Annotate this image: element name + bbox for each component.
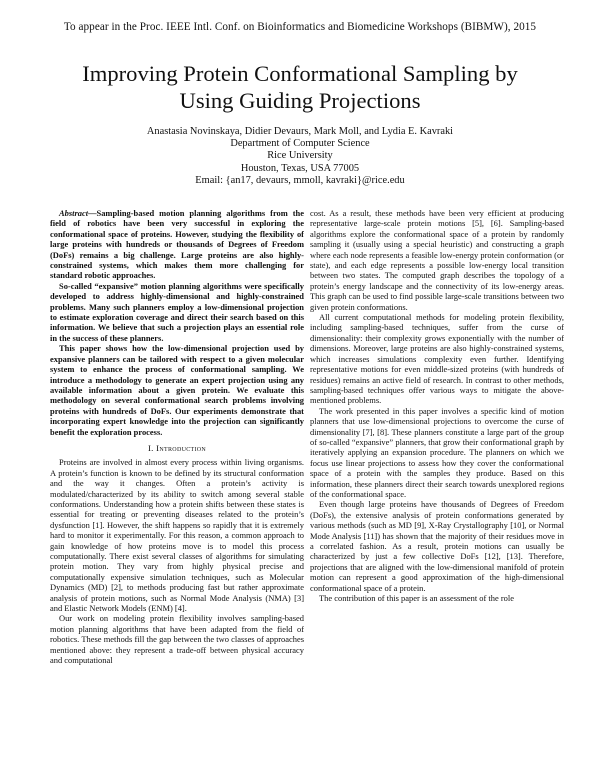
abstract-paragraph: [50, 208, 304, 281]
body-paragraph: cost. As a result, these methods have been very efficient at producing representative large-scale protein motions [5], [6]. Sampling-based algorithms explore the conformational space of a protein by randomly sampling it (usually using a special heuristic) and constructing a graph where each node represents a feasible low-energy protein conformation (or state), and each edge represents a possible low-energy local transition between two states. The computed graph describes the topology of a protein’s energy landscape and the connectivity of its low-energy areas. This graph can be used to find possible large-scale transitions between two given protein conformations.: [310, 208, 564, 312]
paper-title: [30, 60, 570, 114]
right-column: [310, 208, 564, 768]
abstract-paragraph: This paper shows how the low-dimensional projection used by expansive planners can be tailored with respect to a given molecular system to enhance the process of conformational sampling. We introduce a methodology to generate an expert projection using any available information about a given protein. We evaluate this methodology on several conformational search problems involving proteins with hundreds of DoFs. Our experiments demonstrate that incorporating expert knowledge into the projection can significantly benefit the exploration process.: [50, 343, 304, 437]
section-heading: I. Introduction: [147, 442, 207, 453]
body-paragraph: The contribution of this paper is an assessment of the role: [319, 593, 514, 604]
author-email: Email: {an17, devaurs, mmoll, kavraki}@rice.edu: [195, 174, 405, 186]
body-paragraph: All current computational methods for modeling protein flexibility, including sampling-based techniques, suffer from the curse of dimensionality: their complexity grows exponentially with the number of dimensions. Moreover, large proteins are also highly-constrained systems, which increases simulations complexity even further. Identifying representative motions for even middle-sized proteins (with hundreds of residues) remains an active field of research. In contrast to other methods, sampling-based techniques offer various ways to mitigate the above-mentioned problems.: [310, 312, 564, 406]
abstract-paragraph: So-called “expansive” motion planning algorithms were specifically developed to address highly-dimensional and highly-constrained problems. Many such planners employ a low-dimensional projection to estimate exploration coverage and direct their search based on this information. We believe that such a projection plays an essential role in the success of these planners.: [50, 280, 304, 343]
title-line-1: Improving Protein Conformational Sampling by: [82, 61, 518, 86]
author-department: Department of Computer Science: [230, 138, 370, 150]
author-location: Houston, Texas, USA 77005: [240, 162, 360, 174]
author-university: Rice University: [267, 150, 333, 162]
title-line-2: Using Guiding Projections: [179, 88, 421, 113]
abstract: [50, 208, 304, 437]
body-paragraph: The work presented in this paper involves a specific kind of motion planners that use low-dimensional projections to overcome the curse of dimensionality [7], [8]. These planners constitute a large part of the group of so-called “expansive” planners, that grow their conformational graph by iteratively applying an expansion procedure. The planners on which we focus use linear projections to assess how they cover the conformational space of a protein with the samples they produce. Based on this information, these planners direct their search towards unexplored regions of the conformational space.: [310, 405, 564, 499]
body-paragraph: Our work on modeling protein flexibility involves sampling-based motion planning algorithms that have been adapted from the field of robotics. These methods fill the gap between the two classes of approaches mentioned above: they represent a trade-off between physical accuracy and computational: [50, 613, 304, 666]
abstract-label: Abstract: [59, 208, 89, 218]
body-paragraph: Proteins are involved in almost every process within living organisms. A protein’s function is known to be defined by its structural conformation and the way it changes. Often a protein’s activity is modulated/characterized by its ability to switch among several stable conformations. Understanding how a protein shifts between these states is essential for treating or preventing diseases related to the protein’s dysfunction [1]. However, the shift happens so rapidly that it is extremely hard to monitor it experimentally. For this reason, a common approach to gain knowledge of how proteins move is to model this process computationally. There exist several classes of algorithms for simulating protein motion. They vary from highly physical precise and computationally expensive simulation techniques, such as Molecular Dynamics (MD) [2], to methods producing fast but rather approximate analysis of protein motions, such as Normal Mode Analysis (NMA) [3] and Elastic Network Models (ENM) [4].: [50, 457, 304, 614]
author-block: [0, 126, 600, 187]
left-column: [50, 208, 304, 768]
body-paragraph: Even though large proteins have thousands of Degrees of Freedom (DoFs), the extensive analysis of protein conformations generated by various methods (such as MD [9], X-Ray Crystallography [10], or Normal Mode Analysis [11]) has shown that the majority of their residues move in a correlated fashion. As a result, protein motions can usually be characterized by just a few collective DoFs [12], [13]. Therefore, projections that are aligned with the low-dimensional manifold of protein motion can represent a good approximation of the high-dimensional conformational space of a protein.: [310, 499, 564, 593]
abstract-text-1: —Sampling-based motion planning algorithms from the field of robotics have been very successful in exploring the conformational space of proteins. However, studying the flexibility of large proteins with hundreds or thousands of Degrees of Freedom (DoFs) remains a big challenge. Large proteins are also highly-constrained systems, which makes them more challenging for standard robotic approaches.: [50, 208, 304, 281]
author-names: Anastasia Novinskaya, Didier Devaurs, Mark Moll, and Lydia E. Kavraki: [146, 126, 454, 137]
conference-note: To appear in the Proc. IEEE Intl. Conf. on Bioinformatics and Biomedicine Workshops (BIBMW), 2015: [63, 21, 537, 33]
